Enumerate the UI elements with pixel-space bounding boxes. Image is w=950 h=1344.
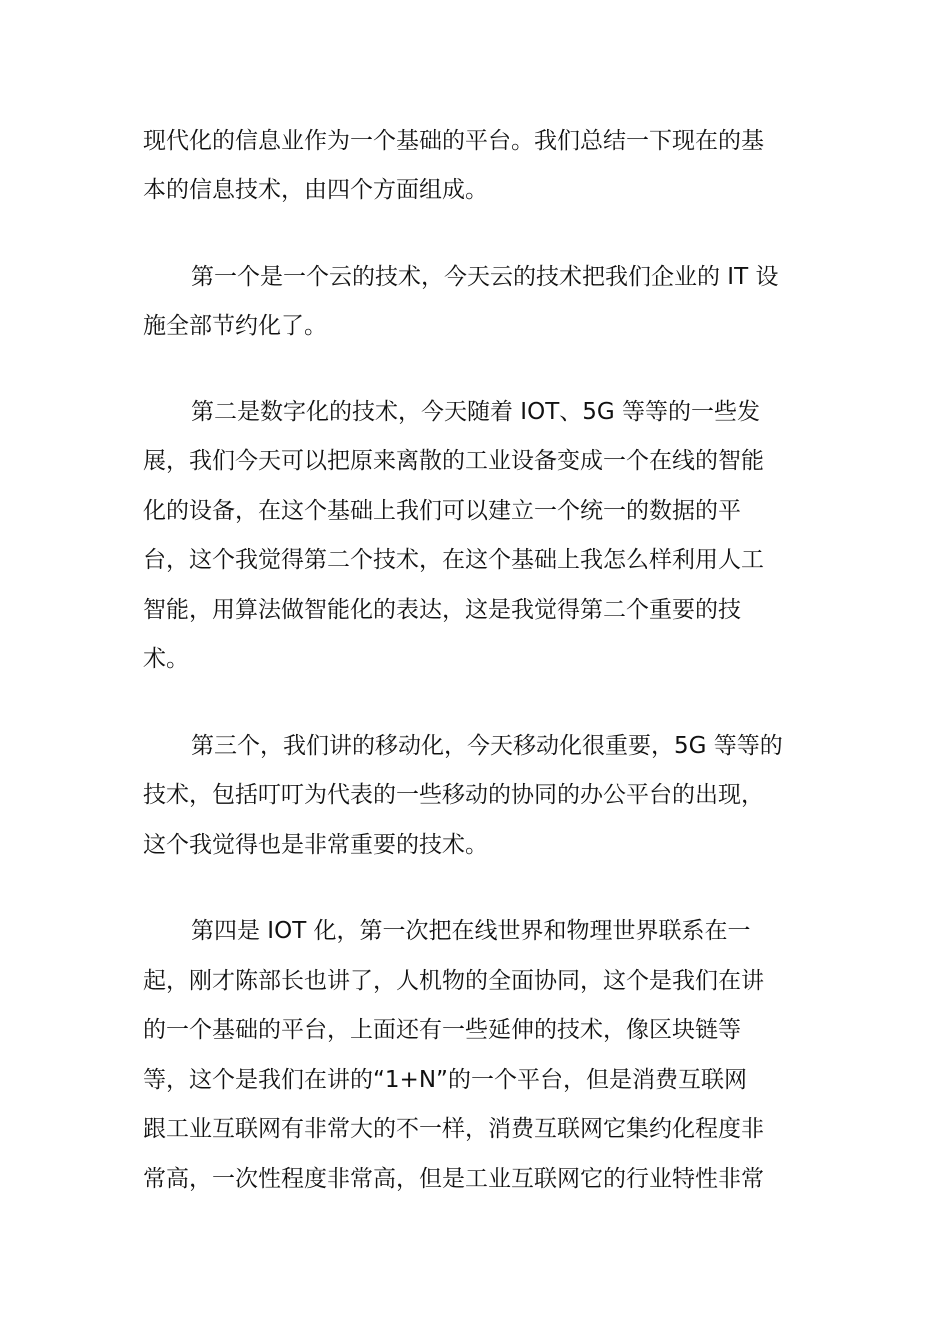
paragraph-4-line-2: 技术，包括叮叮为代表的一些移动的协同的办公平台的出现， — [143, 782, 764, 808]
paragraph-3-line-4: 台，这个我觉得第二个技术，在这个基础上我怎么样利用人工 — [143, 547, 764, 573]
paragraph-5-line-4: 等，这个是我们在讲的“1+N”的一个平台，但是消费互联网 — [143, 1067, 747, 1093]
paragraph-3-line-1: 第二是数字化的技术，今天随着 IOT、5G 等等的一些发 — [191, 399, 761, 425]
paragraph-1-line-1: 现代化的信息业作为一个基础的平台。我们总结一下现在的基 — [143, 128, 764, 154]
paragraph-3-line-5: 智能，用算法做智能化的表达，这是我觉得第二个重要的技 — [143, 597, 741, 623]
paragraph-3-line-3: 化的设备，在这个基础上我们可以建立一个统一的数据的平 — [143, 498, 741, 524]
paragraph-3-line-6: 术。 — [143, 646, 189, 672]
paragraph-4-line-3: 这个我觉得也是非常重要的技术。 — [143, 832, 488, 858]
paragraph-2-line-2: 施全部节约化了。 — [143, 313, 327, 339]
paragraph-5-line-3: 的一个基础的平台，上面还有一些延伸的技术，像区块链等 — [143, 1017, 741, 1043]
paragraph-5-line-5: 跟工业互联网有非常大的不一样，消费互联网它集约化程度非 — [143, 1116, 764, 1142]
paragraph-2-line-1: 第一个是一个云的技术，今天云的技术把我们企业的 IT 设 — [191, 264, 779, 290]
paragraph-4-line-1: 第三个，我们讲的移动化，今天移动化很重要，5G 等等的 — [191, 733, 783, 759]
paragraph-5-line-6: 常高，一次性程度非常高，但是工业互联网它的行业特性非常 — [143, 1166, 764, 1192]
paragraph-3-line-2: 展，我们今天可以把原来离散的工业设备变成一个在线的智能 — [143, 448, 764, 474]
paragraph-5-line-1: 第四是 IOT 化，第一次把在线世界和物理世界联系在一 — [191, 918, 751, 944]
paragraph-1-line-2: 本的信息技术，由四个方面组成。 — [143, 177, 488, 203]
paragraph-5-line-2: 起，刚才陈部长也讲了，人机物的全面协同，这个是我们在讲 — [143, 968, 764, 994]
